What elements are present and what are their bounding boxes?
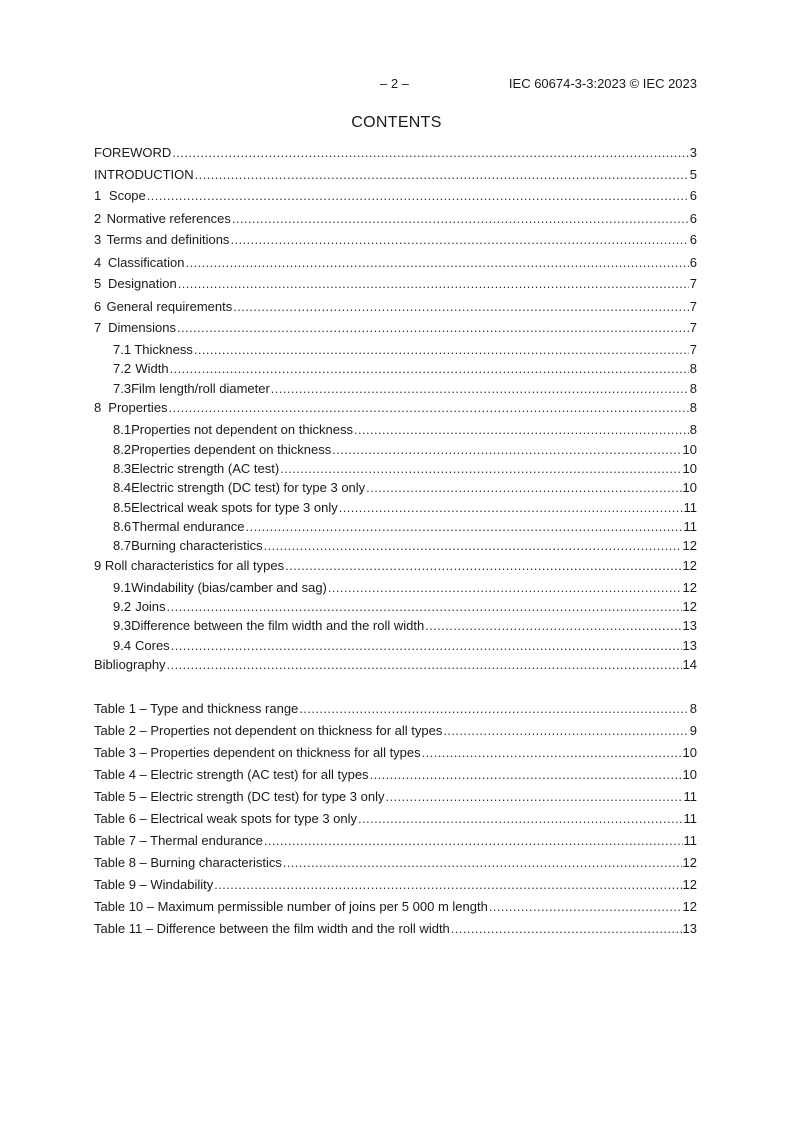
toc-leader-dots: [358, 811, 682, 826]
toc-number: 1: [94, 188, 102, 203]
toc-entry-introduction[interactable]: [94, 167, 697, 185]
toc-leader-dots: [354, 422, 689, 437]
toc-page: 3: [689, 145, 697, 160]
table-list-title: Table 7 – Thermal endurance: [94, 833, 263, 848]
toc-leader-dots: [230, 232, 688, 247]
toc-number: 9.4: [113, 638, 132, 653]
toc-number: 8.7: [113, 538, 132, 553]
toc-entry-8-2[interactable]: [113, 442, 697, 460]
table-list-page: 12: [682, 855, 697, 870]
table-list-page: 12: [682, 899, 697, 914]
toc-number: 4: [94, 255, 102, 270]
toc-leader-dots: [332, 442, 681, 457]
toc-page: 8: [689, 361, 697, 376]
toc-title: Thermal endurance: [131, 519, 245, 534]
toc-leader-dots: [169, 400, 689, 415]
table-list-page: 9: [689, 723, 697, 738]
toc-leader-dots: [233, 299, 689, 314]
toc-number: 9.3: [113, 618, 132, 633]
toc-entry-9-4[interactable]: [113, 638, 697, 656]
toc-title: Burning characteristics: [131, 538, 263, 553]
toc-title: Properties dependent on thickness: [131, 442, 332, 457]
toc-title: Windability (bias/camber and sag): [131, 580, 327, 595]
toc-entry-2[interactable]: [94, 211, 697, 229]
toc-leader-dots: [171, 638, 682, 653]
table-list-page: 13: [682, 921, 697, 936]
toc-title: Electric strength (DC test) for type 3 only: [131, 480, 366, 495]
toc-leader-dots: [264, 538, 682, 553]
toc-page: 5: [689, 167, 697, 182]
table-list-title: Table 8 – Burning characteristics: [94, 855, 282, 870]
toc-title: Bibliography: [94, 657, 166, 672]
toc-page: 12: [682, 538, 697, 553]
toc-leader-dots: [147, 188, 689, 203]
table-list-entry-7[interactable]: [94, 833, 697, 851]
table-list-entry-1[interactable]: [94, 701, 697, 719]
toc-leader-dots: [185, 255, 688, 270]
toc-entry-8-7[interactable]: [113, 538, 697, 556]
toc-page: 6: [689, 232, 697, 247]
toc-entry-8-4[interactable]: [113, 480, 697, 498]
toc-entry-7[interactable]: [94, 320, 697, 338]
toc-title: Roll characteristics for all types: [104, 558, 285, 573]
table-list-page: 10: [682, 767, 697, 782]
toc-page: 13: [682, 638, 697, 653]
toc-leader-dots: [271, 381, 689, 396]
toc-leader-dots: [246, 519, 683, 534]
table-list-entry-5[interactable]: [94, 789, 697, 807]
toc-entry-foreword[interactable]: [94, 145, 697, 163]
toc-title: Terms and definitions: [106, 232, 230, 247]
toc-number: 8.2: [113, 442, 132, 457]
toc-page: 6: [689, 188, 697, 203]
toc-number: 5: [94, 276, 102, 291]
table-list-entry-3[interactable]: [94, 745, 697, 763]
table-list-entry-9[interactable]: [94, 877, 697, 895]
table-list-title: Table 4 – Electric strength (AC test) for all types: [94, 767, 369, 782]
toc-number: 8.1: [113, 422, 132, 437]
toc-title: Scope: [108, 188, 146, 203]
toc-leader-dots: [370, 767, 682, 782]
document-id: IEC 60674-3-3:2023 © IEC 2023: [508, 76, 697, 91]
toc-leader-dots: [178, 276, 689, 291]
toc-leader-dots: [451, 921, 682, 936]
toc-title: Properties not dependent on thickness: [131, 422, 353, 437]
toc-leader-dots: [194, 342, 689, 357]
toc-entry-1[interactable]: [94, 188, 697, 206]
toc-number: 8.3: [113, 461, 132, 476]
toc-page: 12: [682, 580, 697, 595]
toc-title: Electric strength (AC test): [131, 461, 280, 476]
toc-page: 7: [689, 299, 697, 314]
toc-number: 7: [94, 320, 102, 335]
table-list-title: Table 5 – Electric strength (DC test) for type 3 only: [94, 789, 385, 804]
toc-leader-dots: [285, 558, 681, 573]
toc-leader-dots: [177, 320, 689, 335]
table-list-title: Table 3 – Properties dependent on thickness for all types: [94, 745, 421, 760]
contents-title: CONTENTS: [351, 114, 442, 131]
toc-leader-dots: [172, 145, 688, 160]
toc-page: 14: [682, 657, 697, 672]
toc-title: INTRODUCTION: [94, 167, 194, 182]
toc-number: 9.1: [113, 580, 132, 595]
toc-entry-6[interactable]: [94, 299, 697, 317]
table-list-title: Table 2 – Properties not dependent on thickness for all types: [94, 723, 443, 738]
toc-number: 7.3: [113, 381, 132, 396]
toc-title: Classification: [107, 255, 185, 270]
toc-leader-dots: [283, 855, 682, 870]
toc-entry-9-3[interactable]: [113, 618, 697, 636]
toc-page: 8: [689, 422, 697, 437]
toc-number: 9: [94, 558, 102, 573]
toc-entry-8[interactable]: [94, 400, 697, 418]
toc-entry-8-5[interactable]: [113, 500, 697, 518]
toc-title: Designation: [108, 276, 177, 291]
table-list-title: Table 11 – Difference between the film width and the roll width: [94, 921, 450, 936]
table-list-page: 11: [683, 789, 697, 804]
toc-title: FOREWORD: [94, 145, 172, 160]
toc-entry-4[interactable]: [94, 255, 697, 273]
toc-title: Width: [135, 361, 169, 376]
toc-title: Film length/roll diameter: [131, 381, 270, 396]
toc-number: 9.2: [113, 599, 132, 614]
table-list-page: 11: [683, 833, 697, 848]
toc-entry-9-1[interactable]: [113, 580, 697, 598]
toc-page: 7: [689, 276, 697, 291]
toc-leader-dots: [214, 877, 681, 892]
toc-number: 8.6: [113, 519, 132, 534]
toc-entry-3[interactable]: [94, 232, 697, 250]
toc-page: 6: [689, 211, 697, 226]
table-list-entry-6[interactable]: [94, 811, 697, 829]
toc-entry-9-2[interactable]: [113, 599, 697, 617]
toc-number: 6: [94, 299, 102, 314]
toc-leader-dots: [366, 480, 681, 495]
toc-title: Joins: [135, 599, 166, 614]
toc-page: 11: [683, 519, 697, 534]
table-list-entry-4[interactable]: [94, 767, 697, 785]
table-list-entry-2[interactable]: [94, 723, 697, 741]
toc-leader-dots: [170, 361, 689, 376]
toc-entry-7-2[interactable]: [113, 361, 697, 379]
toc-page: 10: [682, 480, 697, 495]
toc-page: 12: [682, 599, 697, 614]
toc-title: Dimensions: [108, 320, 176, 335]
toc-title: General requirements: [106, 299, 233, 314]
toc-page: 13: [682, 618, 697, 633]
table-list-page: 12: [682, 877, 697, 892]
toc-leader-dots: [328, 580, 682, 595]
page-number: – 2 –: [380, 76, 409, 91]
toc-title: Properties: [108, 400, 168, 415]
toc-leader-dots: [425, 618, 681, 633]
toc-page: 8: [689, 400, 697, 415]
toc-number: 8.5: [113, 500, 132, 515]
toc-number: 8.4: [113, 480, 132, 495]
toc-leader-dots: [264, 833, 683, 848]
toc-leader-dots: [195, 167, 689, 182]
toc-title: Cores: [135, 638, 170, 653]
table-list-title: Table 10 – Maximum permissible number of joins per 5 000 m length: [94, 899, 488, 914]
toc-title: Difference between the film width and the roll width: [131, 618, 425, 633]
table-list-entry-10[interactable]: [94, 899, 697, 917]
toc-page: 8: [689, 381, 697, 396]
toc-leader-dots: [167, 657, 682, 672]
toc-entry-8-6[interactable]: [113, 519, 697, 537]
table-list-entry-8[interactable]: [94, 855, 697, 873]
toc-title: Thickness: [134, 342, 193, 357]
toc-number: 8: [94, 400, 102, 415]
toc-leader-dots: [385, 789, 682, 804]
toc-leader-dots: [280, 461, 681, 476]
toc-number: 2: [94, 211, 102, 226]
toc-leader-dots: [339, 500, 683, 515]
toc-number: 3: [94, 232, 102, 247]
table-list-page: 10: [682, 745, 697, 760]
toc-leader-dots: [422, 745, 682, 760]
toc-title: Electrical weak spots for type 3 only: [131, 500, 338, 515]
toc-page: 10: [682, 461, 697, 476]
toc-leader-dots: [443, 723, 688, 738]
toc-page: 12: [682, 558, 697, 573]
toc-leader-dots: [167, 599, 682, 614]
toc-number: 7.2: [113, 361, 132, 376]
toc-page: 10: [682, 442, 697, 457]
table-list-title: Table 1 – Type and thickness range: [94, 701, 299, 716]
toc-entry-7-3[interactable]: [113, 381, 697, 399]
toc-title: Normative references: [106, 211, 231, 226]
toc-leader-dots: [299, 701, 688, 716]
toc-page: 7: [689, 320, 697, 335]
toc-number: 7.1: [113, 342, 132, 357]
toc-page: 7: [689, 342, 697, 357]
table-list-title: Table 9 – Windability: [94, 877, 214, 892]
toc-leader-dots: [232, 211, 689, 226]
toc-entry-bibliography[interactable]: [94, 657, 697, 675]
toc-entry-9[interactable]: [94, 558, 697, 576]
toc-page: 6: [689, 255, 697, 270]
table-list-page: 8: [689, 701, 697, 716]
toc-entry-8-1[interactable]: [113, 422, 697, 440]
toc-entry-8-3[interactable]: [113, 461, 697, 479]
table-list-entry-11[interactable]: [94, 921, 697, 939]
table-list-page: 11: [683, 811, 697, 826]
toc-entry-5[interactable]: [94, 276, 697, 294]
toc-leader-dots: [489, 899, 682, 914]
table-list-title: Table 6 – Electrical weak spots for type 3 only: [94, 811, 358, 826]
toc-entry-7-1[interactable]: [113, 342, 697, 360]
toc-page: 11: [683, 500, 697, 515]
